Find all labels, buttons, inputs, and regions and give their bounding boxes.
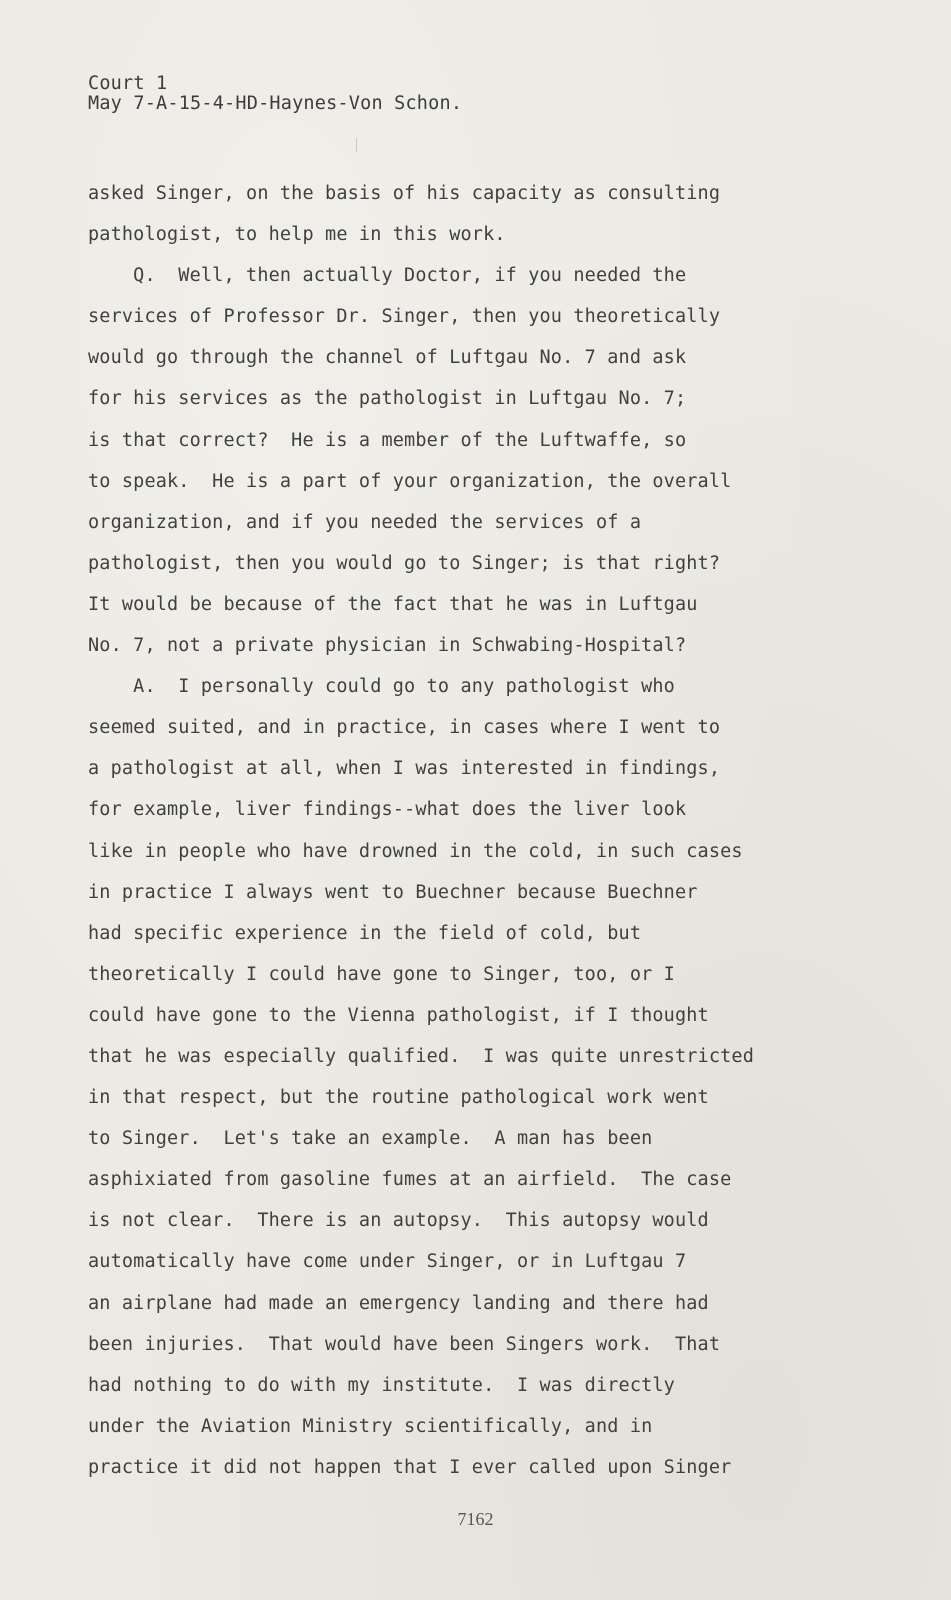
transcript-line: No. 7, not a private physician in Schwabing-Hospital? [88,635,687,657]
transcript-line: like in people who have drowned in the cold, in such cases [88,840,743,862]
header-reference: May 7-A-15-4-HD-Haynes-Von Schon. [88,93,463,114]
transcript-line: to speak. He is a part of your organization, the overall [88,470,732,492]
header-court: Court 1 [88,73,168,94]
transcript-line: been injuries. That would have been Singers work. That [88,1333,721,1355]
transcript-line: seemed suited, and in practice, in cases where I went to [88,717,721,739]
transcript-line: an airplane had made an emergency landing and there had [88,1292,709,1314]
transcript-line: It would be because of the fact that he was in Luftgau [88,593,698,615]
transcript-line: asked Singer, on the basis of his capacity as consulting [88,183,721,204]
transcript-line: for his services as the pathologist in Luftgau No. 7; [88,388,687,410]
transcript-line: asphixiated from gasoline fumes at an airfield. The case [88,1169,732,1191]
transcript-line: under the Aviation Ministry scientifically, and in [88,1415,653,1437]
transcript-line: services of Professor Dr. Singer, then you theoretically [88,306,721,328]
transcript-line: to Singer. Let's take an example. A man has been [88,1128,653,1150]
transcript-line: is not clear. There is an autopsy. This autopsy would [88,1210,709,1232]
document-header [88,74,462,114]
transcript-line: a pathologist at all, when I was interested in findings, [88,758,721,780]
page-number: 7162 [457,1509,494,1529]
transcript-line: in practice I always went to Buechner because Buechner [88,881,698,903]
transcript-line: practice it did not happen that I ever called upon Singer [88,1456,732,1478]
transcript-line: A. I personally could go to any pathologist who [88,676,675,698]
transcript-body [88,173,918,1488]
transcript-line: would go through the channel of Luftgau No. 7 and ask [88,347,687,369]
transcript-line: theoretically I could have gone to Singer, too, or I [88,963,675,985]
transcript-line: organization, and if you needed the services of a [88,511,642,533]
transcript-line: pathologist, to help me in this work. [88,224,506,246]
transcript-line: in that respect, but the routine pathological work went [88,1087,709,1109]
transcript-line: for example, liver findings--what does the liver look [88,799,687,821]
transcript-line: pathologist, then you would go to Singer; is that right? [88,552,721,574]
transcript-line: Q. Well, then actually Doctor, if you needed the [88,265,687,287]
transcript-line: had specific experience in the field of cold, but [88,922,642,944]
transcript-line: had nothing to do with my institute. I was directly [88,1374,675,1396]
transcript-line: is that correct? He is a member of the Luftwaffe, so [88,429,687,451]
transcript-line: could have gone to the Vienna pathologist, if I thought [88,1004,709,1026]
transcript-line: that he was especially qualified. I was quite unrestricted [88,1045,754,1067]
faint-mark [356,138,357,152]
transcript-line: automatically have come under Singer, or in Luftgau 7 [88,1251,687,1273]
